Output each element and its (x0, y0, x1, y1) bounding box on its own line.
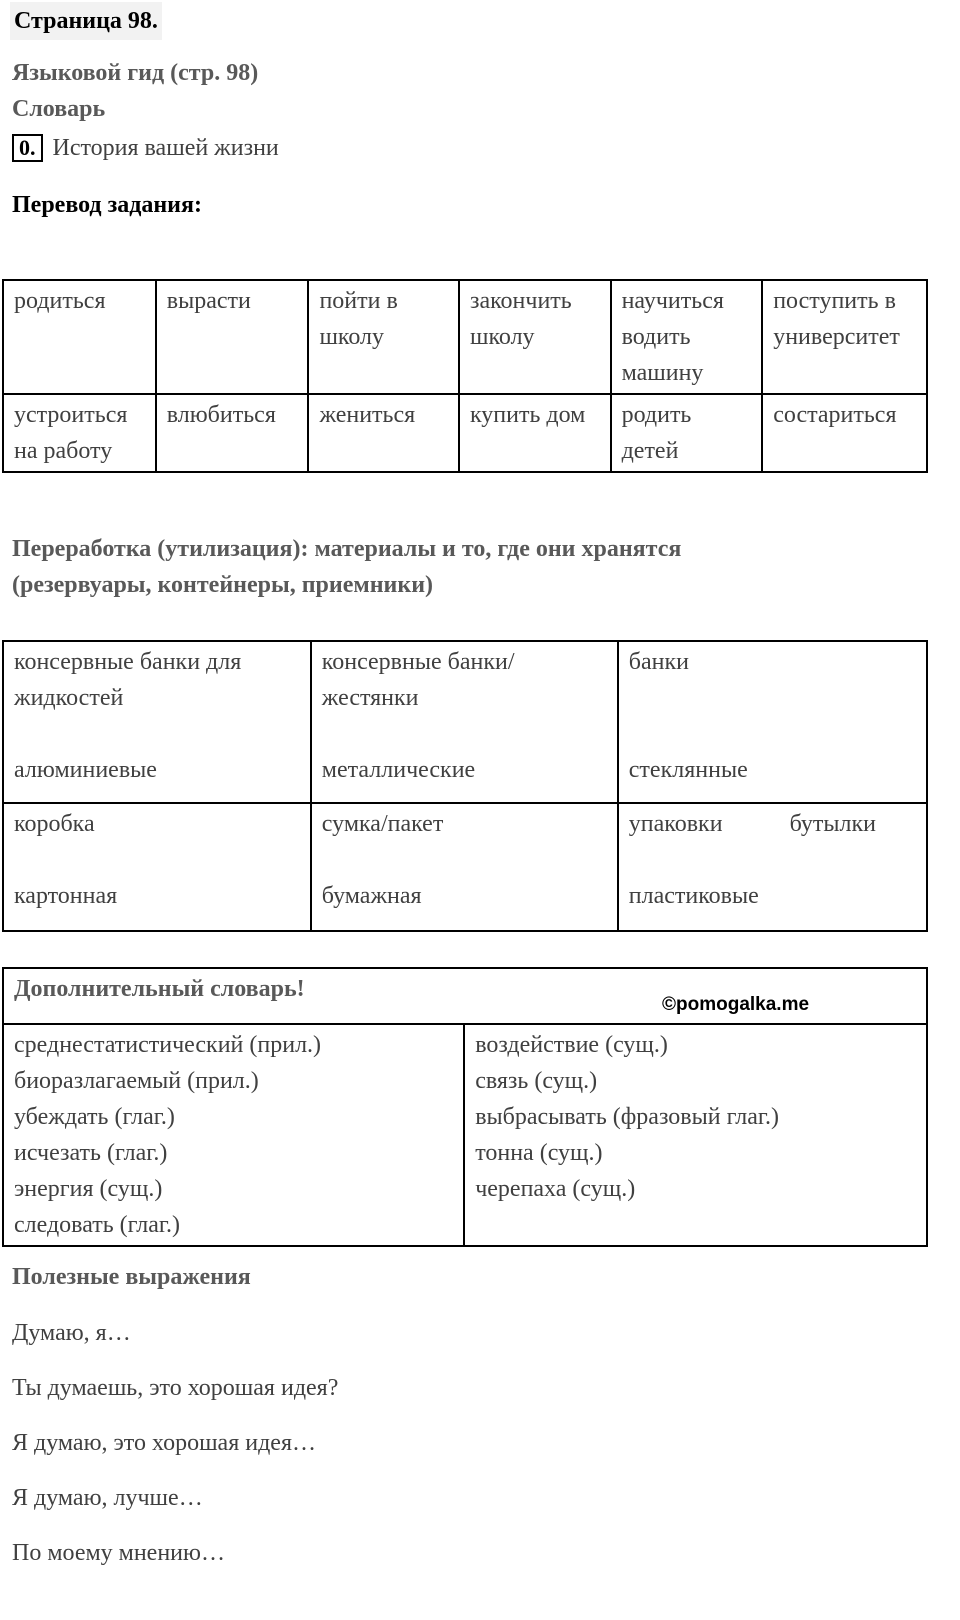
container-label: упаковки (628, 811, 723, 837)
list-item: черепаха (сущ.) (475, 1176, 636, 1202)
container-label: бутылки (789, 811, 876, 837)
table-cell (311, 803, 618, 931)
phrase-item: По моему мнению… (12, 1540, 225, 1566)
life-events-table (2, 279, 928, 473)
table-row (3, 803, 927, 931)
recycling-heading-line1: Переработка (утилизация): материалы и то, где они хранятся (12, 536, 682, 562)
table-cell: родиться (3, 280, 156, 394)
list-item: среднестатистический (прил.) (14, 1032, 322, 1058)
phrase-item: Ты думаешь, это хорошая идея? (12, 1375, 339, 1401)
table-row (3, 280, 927, 394)
table-cell (618, 641, 927, 803)
list-item: исчезать (глаг.) (14, 1140, 168, 1166)
vocab-right-column (464, 1024, 927, 1246)
table-cell: закончить школу (459, 280, 611, 394)
list-item: энергия (сущ.) (14, 1176, 163, 1202)
useful-heading: Полезные выражения (12, 1264, 251, 1290)
phrase-item: Думаю, я… (12, 1320, 131, 1346)
recycling-heading-line2: (резервуары, контейнеры, приемники) (12, 572, 434, 598)
container-label: консервные банки/жестянки (321, 649, 515, 711)
table-cell: поступить в университет (762, 280, 927, 394)
extra-vocab-title: Дополнительный словарь! (14, 976, 305, 1002)
exercise-line (12, 130, 279, 166)
page-title: Страница 98. (10, 2, 162, 40)
vocab-left-column (3, 1024, 464, 1246)
watermark: ©pomogalka.me (662, 994, 810, 1015)
list-item: убеждать (глаг.) (14, 1104, 175, 1130)
phrase-item: Я думаю, это хорошая идея… (12, 1430, 316, 1456)
translation-heading: Перевод задания: (12, 192, 202, 218)
phrase-item: Я думаю, лучше… (12, 1485, 203, 1511)
table-cell: состариться (762, 394, 927, 472)
container-label: коробка (14, 811, 95, 837)
table-cell (3, 641, 311, 803)
list-item: воздействие (сущ.) (475, 1032, 668, 1058)
table-cell: жениться (308, 394, 459, 472)
table-cell (618, 803, 927, 931)
list-item: связь (сущ.) (475, 1068, 598, 1094)
table-cell: научиться водить машину (611, 280, 763, 394)
table-cell: устроиться на работу (3, 394, 156, 472)
exercise-number: 0. (12, 134, 43, 162)
material-label: пластиковые (628, 883, 759, 909)
container-label: банки (628, 649, 689, 675)
material-label: бумажная (321, 883, 422, 909)
table-cell: родить детей (611, 394, 763, 472)
section-vocab-title: Словарь (12, 96, 106, 122)
table-cell: вырасти (156, 280, 309, 394)
list-item: биоразлагаемый (прил.) (14, 1068, 259, 1094)
table-cell (3, 803, 311, 931)
table-cell: влюбиться (156, 394, 309, 472)
material-label: алюминиевые (14, 757, 157, 783)
list-item: выбрасывать (фразовый глаг.) (475, 1104, 779, 1130)
material-label: стеклянные (628, 757, 748, 783)
table-row (3, 641, 927, 803)
container-label-pair (629, 806, 916, 878)
material-label: металлические (321, 757, 476, 783)
guide-title: Языковой гид (стр. 98) (12, 60, 259, 86)
exercise-title: История вашей жизни (52, 135, 279, 161)
recycling-table (2, 640, 928, 932)
table-cell (311, 641, 618, 803)
table-cell: купить дом (459, 394, 611, 472)
list-item: тонна (сущ.) (475, 1140, 603, 1166)
table-row (3, 1024, 927, 1246)
container-label: консервные банки для жидкостей (14, 649, 242, 711)
list-item: следовать (глаг.) (14, 1212, 181, 1238)
table-row (3, 394, 927, 472)
table-cell: пойти в школу (308, 280, 459, 394)
material-label: картонная (14, 883, 118, 909)
container-label: сумка/пакет (321, 811, 444, 837)
